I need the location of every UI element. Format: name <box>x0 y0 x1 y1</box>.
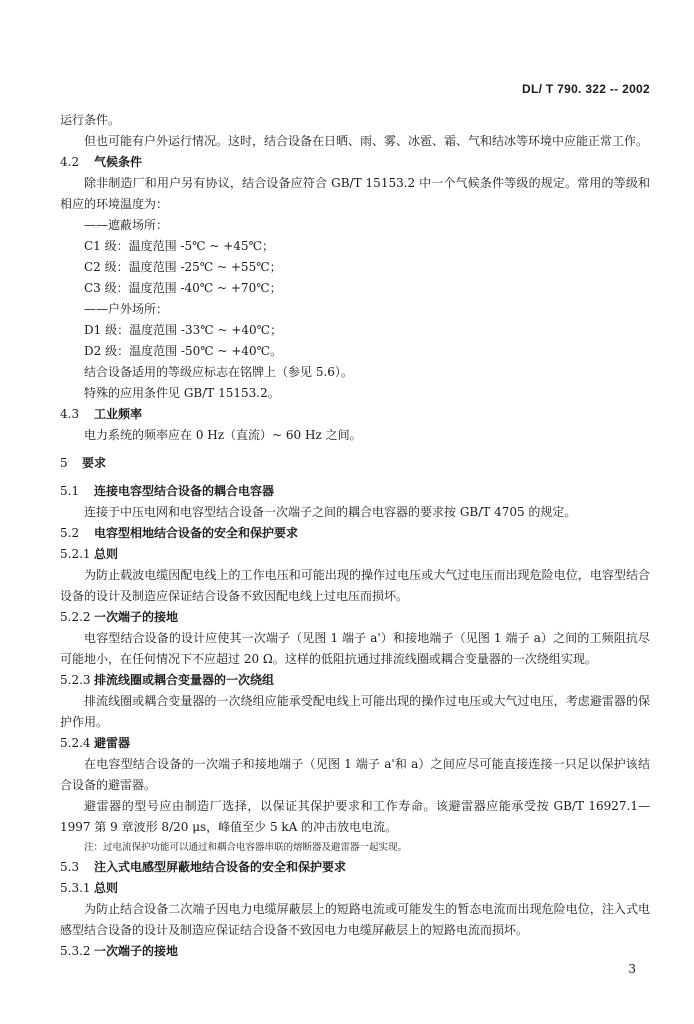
section-title: 注入式电感型屏蔽地结合设备的安全和保护要求 <box>94 860 347 874</box>
document-header-id: DL/ T 790. 322 -- 2002 <box>522 82 650 96</box>
section-number: 5.3.1 <box>60 881 91 895</box>
section-number: 5.3 <box>60 860 80 874</box>
section-gap <box>60 474 650 481</box>
section-number: 5.1 <box>60 484 80 498</box>
paragraph: 为防止载波电缆因配电线上的工作电压和可能出现的操作过电压或大气过电压而出现危险电位，电容型结合设备的设计及制造应保证结合设备不致因配电线上过电压而损坏。 <box>60 568 650 603</box>
paragraph: 除非制造厂和用户另有协议，结合设备应符合 GB/T 15153.2 中一个气候条件等级的规定。常用的等级和相应的环境温度为： <box>60 176 650 211</box>
section-title: 气候条件 <box>94 155 143 169</box>
section-heading <box>60 670 650 691</box>
page-number: 3 <box>628 962 636 976</box>
section-heading <box>60 878 650 899</box>
note-text: 注：过电流保护功能可以通过和耦合电容器串联的熔断器及避雷器一起实现。 <box>84 842 408 853</box>
section-heading <box>60 152 650 173</box>
paragraph: 避雷器的型号应由制造厂选择，以保证其保护要求和工作寿命。该避雷器应能承受按 GB/T 16927.1—1997 第 9 章波形 8/20 μs，峰值至少 5 kA 的冲击放电电流。 <box>60 799 650 834</box>
list-line: 电力系统的频率应在 0 Hz（直流）~ 60 Hz 之间。 <box>84 428 362 442</box>
section-heading <box>60 453 650 474</box>
paragraph: 但也可能有户外运行情况。这时，结合设备在日晒、雨、雾、冰雹、霜、气和结冰等环境中应能正常工作。 <box>84 134 649 148</box>
list-line: ——遮蔽场所： <box>84 218 169 232</box>
section-number: 5.2.1 <box>60 547 91 561</box>
paragraph: 电容型结合设备的设计应使其一次端子（见图 1 端子 a'）和接地端子（见图 1 端子 a）之间的工频阻抗尽可能地小，在任何情况下不应超过 20 Ω。这样的低阻抗通过排流线圈或耦合变量器的一次绕组实现。 <box>60 631 650 666</box>
section-title: 排流线圈或耦合变量器的一次绕组 <box>94 673 275 687</box>
section-heading <box>60 481 650 502</box>
section-number: 5.2.4 <box>60 736 91 750</box>
list-line: 连接于中压电网和电容型结合设备一次端子之间的耦合电容器的要求按 GB/T 4705 的规定。 <box>84 505 577 519</box>
list-line: D2 级：温度范围 -50℃ ~ +40℃。 <box>84 344 283 358</box>
section-heading <box>60 523 650 544</box>
list-line: ——户外场所： <box>84 302 169 316</box>
section-title: 要求 <box>82 456 107 470</box>
list-line: D1 级：温度范围 -33℃ ~ +40℃； <box>84 323 283 337</box>
section-heading <box>60 733 650 754</box>
section-gap <box>60 446 650 453</box>
section-title: 一次端子的接地 <box>94 610 179 624</box>
section-heading <box>60 857 650 878</box>
list-line: 结合设备适用的等级应标志在铭牌上（参见 5.6）。 <box>84 365 353 379</box>
section-title: 一次端子的接地 <box>94 944 179 958</box>
list-line: 特殊的应用条件见 GB/T 15153.2。 <box>84 386 280 400</box>
section-title: 总则 <box>94 881 119 895</box>
paragraph: 排流线圈或耦合变量器的一次绕组应能承受配电线上可能出现的操作过电压或大气过电压，考虑避雷器的保护作用。 <box>60 694 650 729</box>
section-heading <box>60 607 650 628</box>
section-heading <box>60 941 650 962</box>
list-line: C2 级：温度范围 -25℃ ~ +55℃； <box>84 260 282 274</box>
paragraph: 在电容型结合设备的一次端子和接地端子（见图 1 端子 a'和 a）之间应尽可能直接连接一只足以保护该结合设备的避雷器。 <box>60 757 650 792</box>
section-number: 5.2.2 <box>60 610 91 624</box>
section-heading <box>60 544 650 565</box>
list-line: C3 级：温度范围 -40℃ ~ +70℃； <box>84 281 282 295</box>
section-title: 电容型相地结合设备的安全和保护要求 <box>94 526 299 540</box>
paragraph-continuation: 运行条件。 <box>60 113 121 127</box>
document-body <box>60 110 650 962</box>
section-title: 避雷器 <box>94 736 131 750</box>
paragraph: 为防止结合设备二次端子因电力电缆屏蔽层上的短路电流或可能发生的暂态电流而出现危险电位，注入式电感型结合设备的设计及制造应保证结合设备不致因电力电缆屏蔽层上的短路电流而损坏。 <box>60 902 650 937</box>
list-line: C1 级：温度范围 -5℃ ~ +45℃； <box>84 239 274 253</box>
section-number: 4.2 <box>60 155 80 169</box>
section-title: 工业频率 <box>94 407 143 421</box>
section-title: 连接电容型结合设备的耦合电容器 <box>94 484 275 498</box>
section-heading <box>60 404 650 425</box>
section-number: 4.3 <box>60 407 80 421</box>
section-title: 总则 <box>94 547 119 561</box>
section-number: 5.2 <box>60 526 80 540</box>
section-number: 5 <box>60 456 68 470</box>
section-number: 5.3.2 <box>60 944 91 958</box>
section-number: 5.2.3 <box>60 673 91 687</box>
